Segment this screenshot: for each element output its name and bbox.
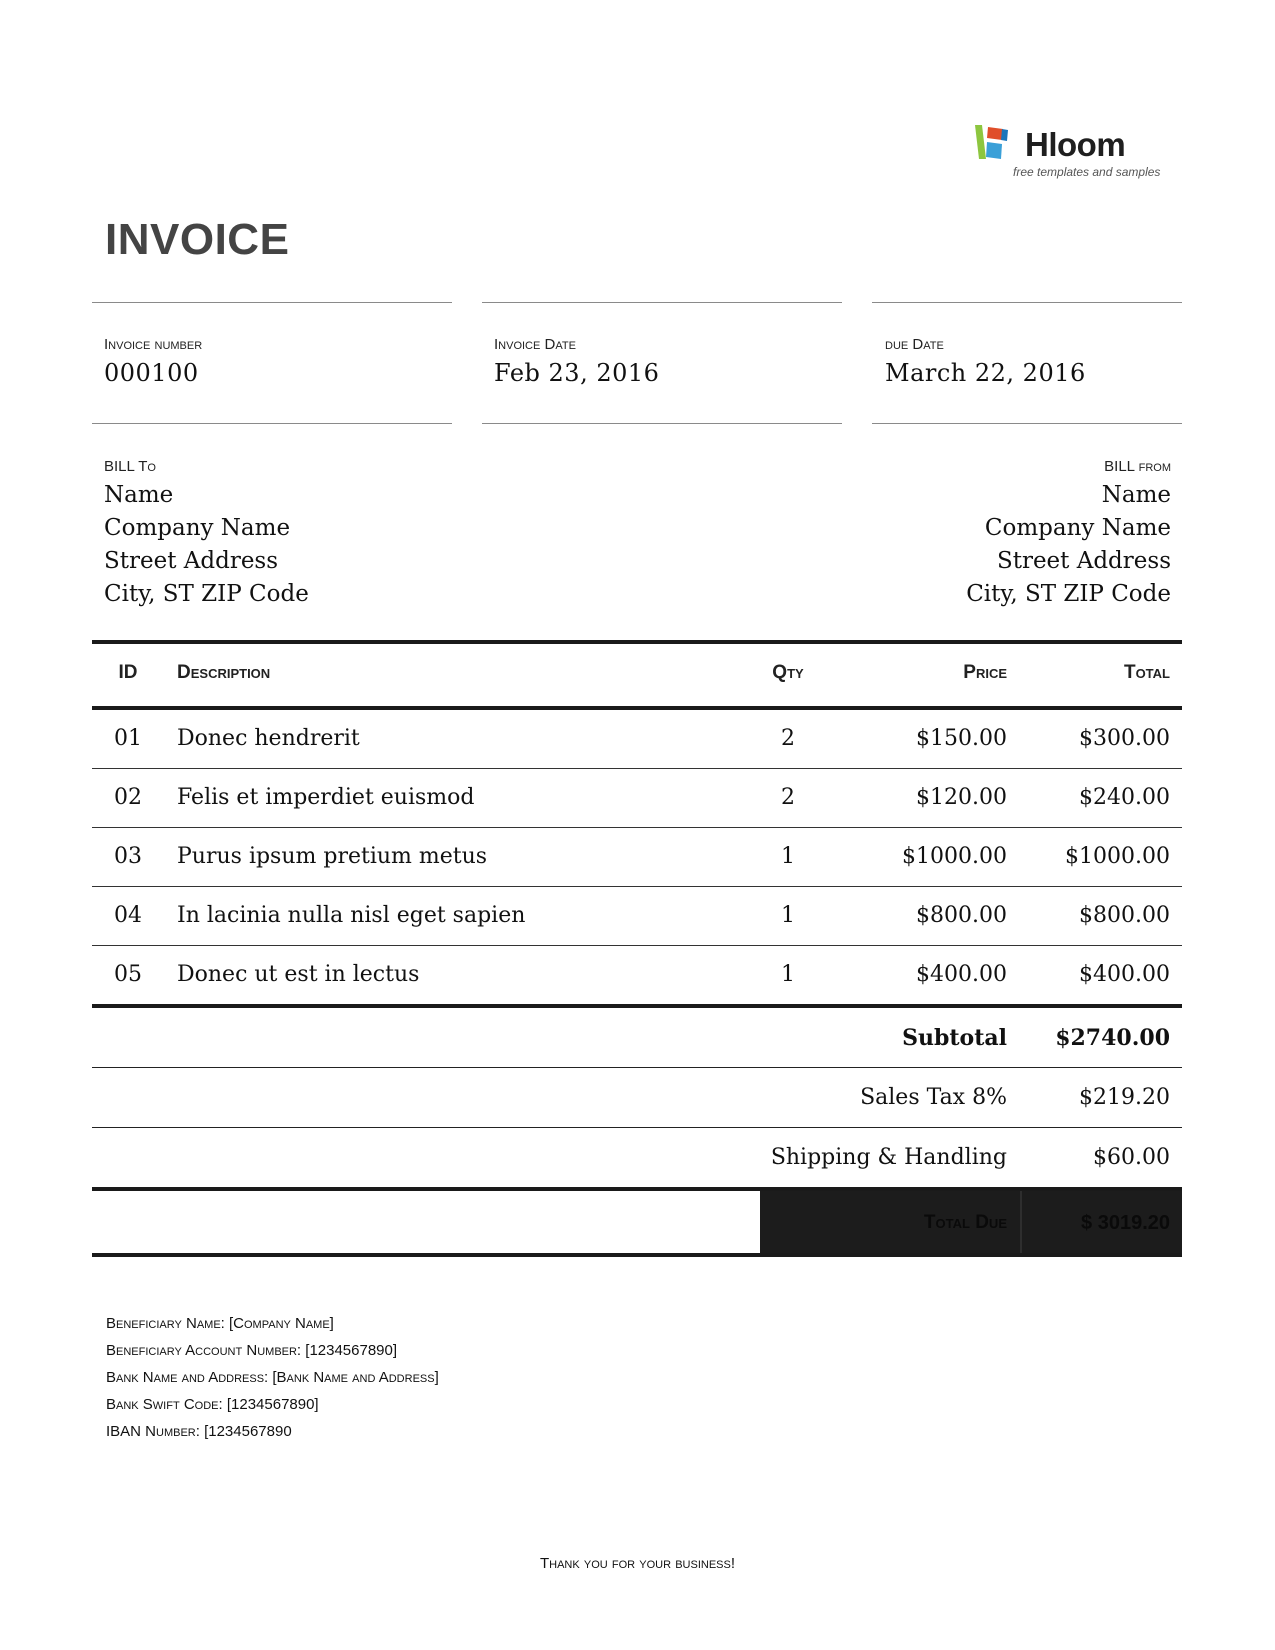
divider [482,302,842,303]
row-qty: 1 [781,844,795,869]
subtotal-row [92,1008,1182,1068]
divider [482,423,842,424]
logo-orange-square [987,127,1003,140]
row-id: 02 [114,785,142,810]
invoice-date-block [494,336,659,387]
due-date-block [885,336,1086,387]
bill-to-city: City, ST ZIP Code [104,581,309,607]
divider [92,423,452,424]
invoice-number-block [104,336,202,387]
row-description: In lacinia nulla nisl eget sapien [177,903,526,928]
row-qty: 2 [781,785,795,810]
logo-green-bar [975,125,986,159]
row-id: 01 [114,726,142,751]
header-description: Description [177,662,271,683]
logo-tagline: free templates and samples [1013,165,1161,179]
subtotal-value: $2740.00 [1055,1025,1170,1051]
row-total: $300.00 [1079,726,1170,751]
table-header [92,640,1182,710]
bill-to-label: BILL To [104,458,156,475]
tax-row [92,1068,1182,1128]
table-row [92,887,1182,946]
table-row [92,828,1182,887]
invoice-date-value: Feb 23, 2016 [494,359,660,387]
invoice-number-value: 000100 [104,359,199,387]
row-id: 03 [114,844,142,869]
divider [872,423,1182,424]
logo-name: Hloom [1025,126,1126,163]
row-price: $120.00 [916,785,1007,810]
total-due-row [92,1191,1182,1257]
bill-to-company: Company Name [104,515,291,541]
total-due-separator [1020,1191,1022,1253]
bill-from-label: BILL from [1104,458,1171,475]
subtotal-label: Subtotal [902,1025,1007,1051]
beneficiary-name: Beneficiary Name: [Company Name] [106,1315,334,1332]
shipping-label: Shipping & Handling [770,1145,1007,1170]
table-row [92,710,1182,769]
row-id: 05 [114,962,142,987]
due-date-value: March 22, 2016 [885,359,1086,387]
header-price: Price [963,662,1007,683]
bill-from-block [966,458,1171,611]
row-price: $150.00 [916,726,1007,751]
row-total: $800.00 [1079,903,1170,928]
iban-number: IBAN Number: [1234567890 [106,1423,292,1440]
bank-details [106,1310,439,1445]
row-description: Donec hendrerit [177,726,360,751]
row-total: $400.00 [1079,962,1170,987]
logo-dark-tab [1001,129,1008,141]
row-total: $240.00 [1079,785,1170,810]
row-qty: 1 [781,903,795,928]
table-row [92,946,1182,1008]
row-description: Donec ut est in lectus [177,962,420,987]
total-due-value: $ 3019.20 [1081,1212,1170,1234]
row-qty: 2 [781,726,795,751]
row-total: $1000.00 [1065,844,1170,869]
row-description: Purus ipsum pretium metus [177,844,488,869]
bill-to-name: Name [104,482,174,508]
invoice-number-label: Invoice number [104,336,203,353]
hloom-logo [975,122,1175,184]
bill-from-city: City, ST ZIP Code [966,581,1171,607]
shipping-row [92,1128,1182,1191]
due-date-label: due Date [885,336,944,353]
items-table [92,640,1182,1257]
row-description: Felis et imperdiet euismod [177,785,475,810]
hloom-logo-icon [975,125,1023,165]
header-qty: Qty [772,662,804,683]
row-price: $400.00 [916,962,1007,987]
invoice-date-label: Invoice Date [494,336,576,353]
tax-value: $219.20 [1079,1085,1170,1110]
divider [872,302,1182,303]
bank-name-address: Bank Name and Address: [Bank Name and Address] [106,1369,439,1386]
page-title: INVOICE [105,215,290,264]
row-price: $800.00 [916,903,1007,928]
bill-from-company: Company Name [984,515,1171,541]
header-total: Total [1123,662,1170,683]
beneficiary-account-number: Beneficiary Account Number: [1234567890] [106,1342,398,1359]
header-id: ID [118,662,138,683]
tax-label: Sales Tax 8% [860,1085,1007,1110]
row-price: $1000.00 [902,844,1007,869]
shipping-value: $60.00 [1093,1145,1170,1170]
thank-you-note: Thank you for your business! [539,1555,736,1572]
bill-to-street: Street Address [104,548,279,574]
total-due-label: Total Due [923,1212,1007,1233]
row-id: 04 [114,903,142,928]
row-qty: 1 [781,962,795,987]
table-row [92,769,1182,828]
divider [92,302,452,303]
logo-blue-square [986,142,1002,159]
bank-swift-code: Bank Swift Code: [1234567890] [106,1396,319,1413]
bill-to-block [104,458,309,611]
bill-from-street: Street Address [996,548,1171,574]
bill-from-name: Name [1101,482,1171,508]
